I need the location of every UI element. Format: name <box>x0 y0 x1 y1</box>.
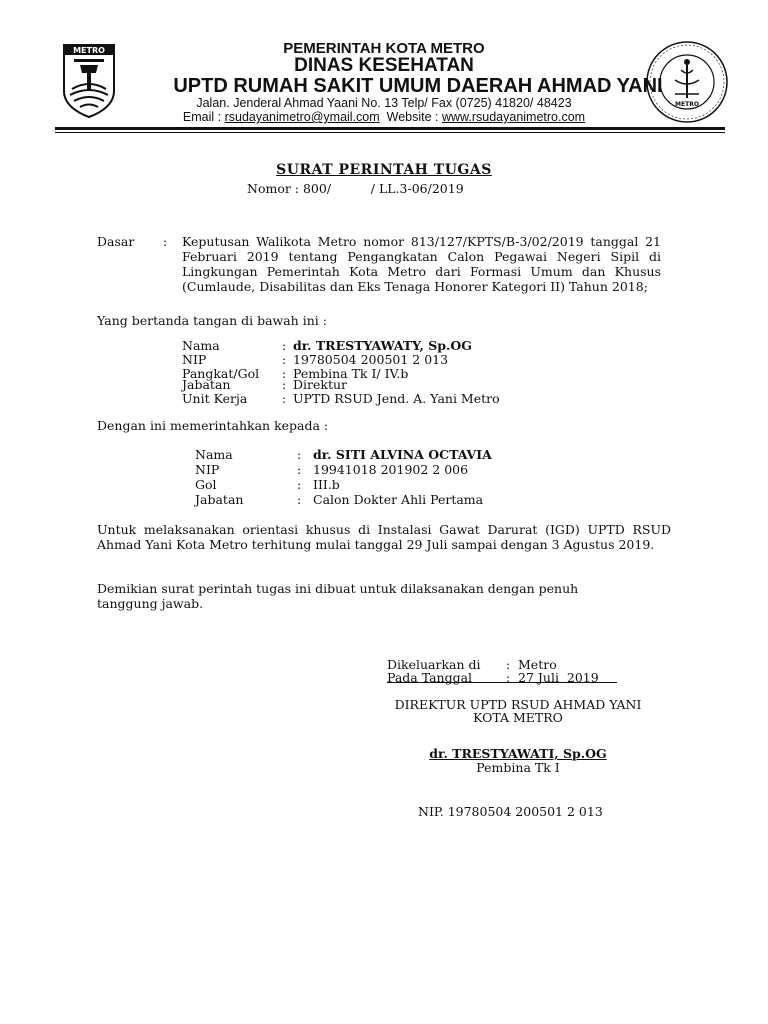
dasar-text: Keputusan Walikota Metro nomor 813/127/KPTS/B-3/02/2019 tanggal 21 Februari 2019 tentang Pengangkatan Calon Pegawai Negeri Sipil di Lingkungan Pemerintah Kota Metro dari Formasi Umum dan Khusus (Cumlaude, Disabilitas dan Eks Tenaga Honorer Kategori II) Tahun 2018; <box>182 234 661 294</box>
signer-position-label: Jabatan <box>182 377 231 392</box>
svg-text:METRO: METRO <box>73 46 105 55</box>
issued-place-label: Dikeluarkan di <box>387 657 481 672</box>
website-label: Website : <box>379 110 442 124</box>
signature-position-line1: DIREKTUR UPTD RSUD AHMAD YANI <box>394 697 642 712</box>
assignee-name-colon: : <box>297 447 302 462</box>
signer-unit-colon: : <box>282 391 287 406</box>
address-line: Jalan. Jenderal Ahmad Yaani No. 13 Telp/ Fax (0725) 41820/ 48423 <box>196 96 572 110</box>
signer-rank-label: Pangkat/Gol <box>182 366 260 381</box>
signer-rank-value: Pembina Tk I/ IV.b <box>293 366 409 381</box>
issued-place-colon: : <box>506 657 511 672</box>
dasar-colon: : <box>163 234 168 249</box>
issued-date-colon: : <box>506 670 511 685</box>
signer-unit-label: Unit Kerja <box>182 391 248 406</box>
assignee-grade-colon: : <box>297 477 302 492</box>
signer-name-label: Nama <box>182 338 220 353</box>
signature-name: dr. TRESTYAWATI, Sp.OG <box>429 746 607 761</box>
government-name: PEMERINTAH KOTA METRO <box>283 40 485 57</box>
signer-position-colon: : <box>282 377 287 392</box>
assignee-position-label: Jabatan <box>195 492 244 507</box>
svg-text:METRO: METRO <box>675 101 699 108</box>
agency-name: DINAS KESEHATAN <box>294 55 474 76</box>
assignee-nip-label: NIP <box>195 462 220 477</box>
hospital-name: UPTD RUMAH SAKIT UMUM DAERAH AHMAD YANI <box>173 75 663 97</box>
signature-position-line2: KOTA METRO <box>473 710 563 725</box>
signer-unit-value: UPTD RSUD Jend. A. Yani Metro <box>293 391 500 406</box>
assignee-grade-value: III.b <box>313 477 340 492</box>
assignment-purpose: Untuk melaksanakan orientasi khusus di Instalasi Gawat Darurat (IGD) UPTD RSUD Ahmad Yani Kota Metro terhitung mulai tanggal 29 Juli sampai dengan 3 Agustus 2019. <box>97 522 671 552</box>
signer-intro: Yang bertanda tangan di bawah ini : <box>97 313 327 328</box>
dasar-label: Dasar <box>97 234 135 249</box>
signer-name-value: dr. TRESTYAWATY, Sp.OG <box>293 338 472 353</box>
website-link[interactable]: www.rsudayanimetro.com <box>441 110 586 124</box>
letter-number: Nomor : 800/ / LL.3-06/2019 <box>247 181 464 196</box>
assignee-nip-value: 19941018 201902 2 006 <box>313 462 469 477</box>
signer-rank-colon: : <box>282 366 287 381</box>
assignee-grade-label: Gol <box>195 477 217 492</box>
assignee-name-label: Nama <box>195 447 233 462</box>
issued-date-value: 27 Juli 2019 <box>518 670 599 685</box>
order-intro: Dengan ini memerintahkan kepada : <box>97 418 329 433</box>
signer-name-colon: : <box>282 338 287 353</box>
issued-date-label: Pada Tanggal <box>387 670 473 685</box>
assignee-position-value: Calon Dokter Ahli Pertama <box>313 492 484 507</box>
letter-title: SURAT PERINTAH TUGAS <box>276 162 492 178</box>
signer-position-value: Direktur <box>293 377 348 392</box>
issued-place-value: Metro <box>518 657 557 672</box>
assignee-name-value: dr. SITI ALVINA OCTAVIA <box>313 447 492 462</box>
assignee-nip-colon: : <box>297 462 302 477</box>
closing-statement: Demikian surat perintah tugas ini dibuat untuk dilaksanakan dengan penuh tanggung jawab. <box>97 581 579 611</box>
signer-nip-value: 19780504 200501 2 013 <box>293 352 449 367</box>
assignee-position-colon: : <box>297 492 302 507</box>
signature-rank: Pembina Tk I <box>476 760 560 775</box>
signer-nip-colon: : <box>282 352 287 367</box>
signer-nip-label: NIP <box>182 352 207 367</box>
letterhead-divider-thin <box>55 132 725 133</box>
signature-nip: NIP. 19780504 200501 2 013 <box>418 804 603 819</box>
contact-line <box>0 110 768 124</box>
email-link[interactable]: rsudayanimetro@ymail.com <box>224 110 380 124</box>
issued-underline <box>387 682 617 683</box>
letterhead-divider-thick <box>55 127 725 130</box>
email-label: Email : <box>182 110 225 124</box>
